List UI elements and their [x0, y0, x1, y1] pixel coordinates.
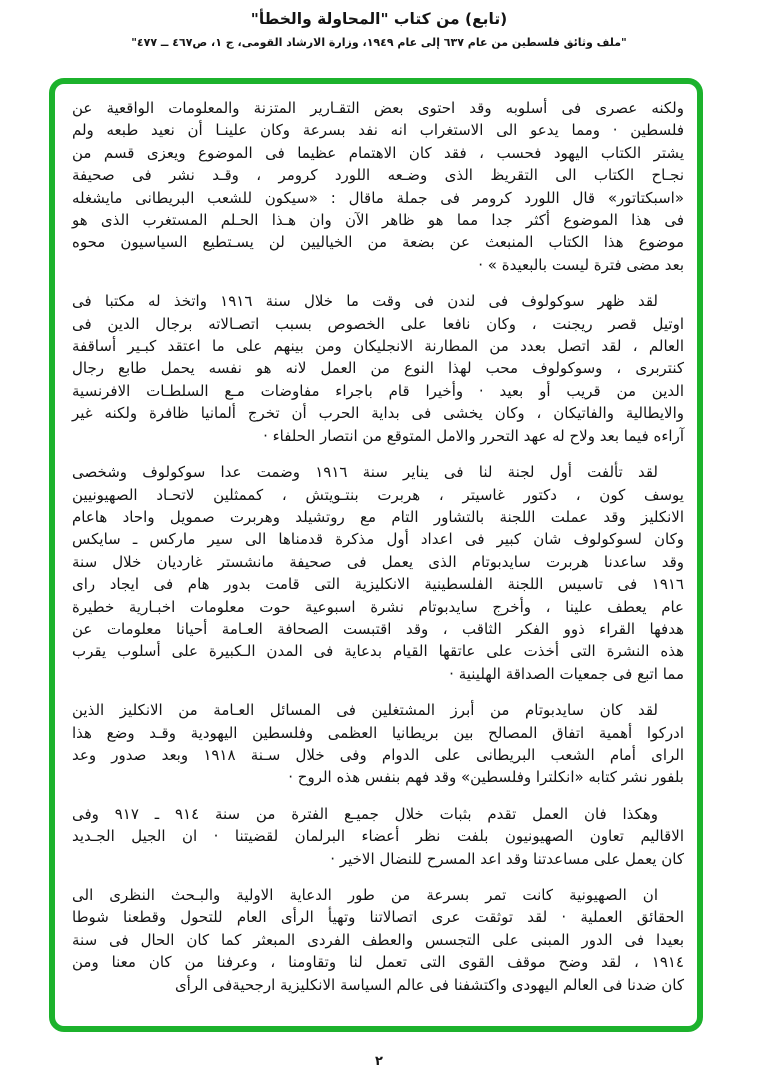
- text-line: ان الصهيونية كانت تمر بسرعة من طور الدعاية الاولية والبـحث النظرى الى: [72, 886, 658, 904]
- text-line: ادركوا أهمية اتفاق المصالح بين بريطانيا العظمى وفلسطين اليهودية وقـد وضع هذا: [72, 723, 684, 742]
- text-line: كان يعمل على مساعدتنا وقد اعد المسرح للنضال الاخير ·: [330, 849, 684, 868]
- paragraph: [72, 97, 684, 276]
- text-line: هذه النشرة التى أخذت على عاتقها القيام بدعاية فى المدن الـكبيرة على أسلوب يقرب: [72, 642, 684, 661]
- text-line: فلسطين · ومما يدعو الى الاستغراب انه نفد بسرعة وكان علينـا أن نعيد طبعه ولم: [72, 121, 684, 140]
- text-line: لقد ظهر سوكولوف فى لندن فى وقت ما خلال سنة ١٩١٦ واتخذ له مكتبا فى: [72, 292, 658, 311]
- paragraph: [72, 803, 684, 870]
- paragraph: [72, 699, 684, 789]
- text-line: اوتيل قصر ريجنت ، وكان نافعا على الخصوص بسبب اتصـالاته برجال الدين فى: [72, 314, 684, 333]
- paragraph: [72, 290, 684, 447]
- paragraph: [72, 884, 684, 996]
- text-line: موضوع هذا الكتاب المنبعث عن بضعة من الخياليين لن يسـتطيع السياسيون محوه: [72, 233, 684, 252]
- text-line: العالم ، لقد اتصل بعدد من المطارنة الانجليكان ومن بينهم على ما اعتقد كبـير أساقفة: [72, 337, 684, 356]
- text-line: يشتر الكتاب اليهود فحسب ، فقد كان الاهتمام عظيما فى الموضوع ويعزى قسم من: [72, 143, 684, 162]
- text-line: الدين من قريب أو بعيد · وأخيرا قام باجراء مفاوضات مـع السلطـات الافرنسية: [72, 381, 684, 400]
- text-line: وقد ساعدنا هربرت سايدبوتام الذى يعمل فى صحيفة مانشستر غارديان خلال سنة: [72, 552, 684, 571]
- text-line: آراءه فيما بعد ولاح له عهد التحرر والامل المتوقع من انتصار الحلفاء ·: [263, 426, 684, 445]
- text-line: والايطالية والفاتيكان ، وكان يخشى فى بداية الحرب أن تخرج ألمانيا ظافرة ولكنه غير: [72, 404, 684, 423]
- text-line: هدفها القراء ذوو الفكر الثاقب ، وقد اقتبست الصحافة العـامة أحيانا معلومات عن: [72, 619, 684, 638]
- text-line: وكان لسوكولوف شان كبير فى اعداد أول مذكرة قدمناها الى سير ماركس ـ سايكس: [72, 530, 684, 549]
- text-line: بلفور نشر كتابه «انكلترا وفلسطين» وقد فهم بنفس هذه الروح ·: [288, 768, 684, 787]
- content-frame: [49, 78, 703, 1032]
- text-line: بعد مضى فترة ليست بالبعيدة » ·: [478, 255, 684, 274]
- document-body: [72, 97, 684, 996]
- text-line: مما اتبع فى جمعيات الصداقة الهلينية ·: [449, 664, 684, 683]
- text-line: عام يعطف علينا ، وأخرج سايدبوتام نشرة اسبوعية حوت معلومات اخبـارية خطيرة: [72, 597, 684, 616]
- text-line: ١٩١٦ فى تاسيس اللجنة الفلسطينية الانكليزية التى قامت بدور هام فى ايجاد راى: [72, 575, 684, 594]
- paragraph: [72, 461, 684, 685]
- text-line: وهكذا فان العمل تقدم بثبات خلال جميـع الفترة من سنة ٩١٤ ـ ٩١٧ وفى: [72, 804, 659, 823]
- text-line: لقد كان سايدبوتام من أبرز المشتغلين فى المسائل العـامة من الانكليز الذين: [72, 701, 658, 720]
- text-line: الاقاليم تعاون الصهيونيون بلفت نظر أعضاء البرلمان لقضيتنا · ان الجيل الجـديد: [72, 827, 684, 846]
- page-header: [0, 10, 758, 49]
- text-line: ١٩١٤ ، لقد وضح موقف القوى التى تعمل لنا وتقاومنا ، وعرفنا من كان معنا ومن: [72, 953, 684, 972]
- text-line: بعيدا فى الدور المبنى على التجسس والعطف الفردى المبعثر كما كان الحال فى سنة: [72, 930, 684, 949]
- text-line: الانكليز وقد عملت اللجنة بالتشاور التام مع روتشيلد وهربرت صمويل واحاد هاعام: [72, 507, 684, 526]
- text-line: كنتربرى ، وسوكولوف محب لهذا النوع من العمل لانه هو نفسه يحمل طابع رجال: [72, 359, 684, 378]
- text-line: ولكنه عصرى فى أسلوبه وقد احتوى بعض التقـارير المتزنة والمعلومات الواقعية عن: [72, 99, 684, 117]
- header-title: (تابع) من كتاب "المحاولة والخطأ": [250, 10, 508, 28]
- page-footer: [0, 1050, 758, 1069]
- text-line: فى هذا الموضوع أكثر جدا مما هو ظاهر الآن وان هـذا الحـلم المستغرب الذى هو: [72, 211, 684, 230]
- text-line: «اسبكتاتور» قال اللورد كرومر فى جملة ماقال : «سيكون للشعب البريطانى مايشغله: [72, 188, 684, 207]
- text-line: كان ضدنا فى العالم اليهودى واكتشفنا فى عالم السياسة الانكليزية ارجحيةفى الرأى: [174, 975, 684, 994]
- header-source-citation: "ملف وثائق فلسطين من عام ٦٣٧ إلى عام ١٩٤٩، وزارة الارشاد القومى، ج ١، ص٤٦٧ ــ ٤٧٧": [131, 36, 627, 49]
- text-line: يوسف كون ، دكتور غاسيتر ، هربرت بنتـويتش ، كممثلين لاتحـاد الصهيونيين: [72, 485, 684, 504]
- page-number: ٢: [375, 1054, 383, 1069]
- text-line: لقد تألفت أول لجنة لنا فى يناير سنة ١٩١٦ وضمت عدا سوكولوف وشخصى: [72, 463, 659, 482]
- text-line: الراى أمام الشعب البريطانى على الدوام وفى خلال سـنة ١٩١٨ وبعد صدور وعد: [72, 745, 685, 764]
- text-line: الحقائق العملية · لقد توثقت عرى اتصالاتنا وتهيأ الرأى العام للتحول وقطعنا شوطا: [72, 908, 684, 927]
- text-line: نجـاح الكتاب الى التقريظ الذى وضـعه اللورد كرومر ، وقـد نشر فى صحيفة: [72, 166, 684, 185]
